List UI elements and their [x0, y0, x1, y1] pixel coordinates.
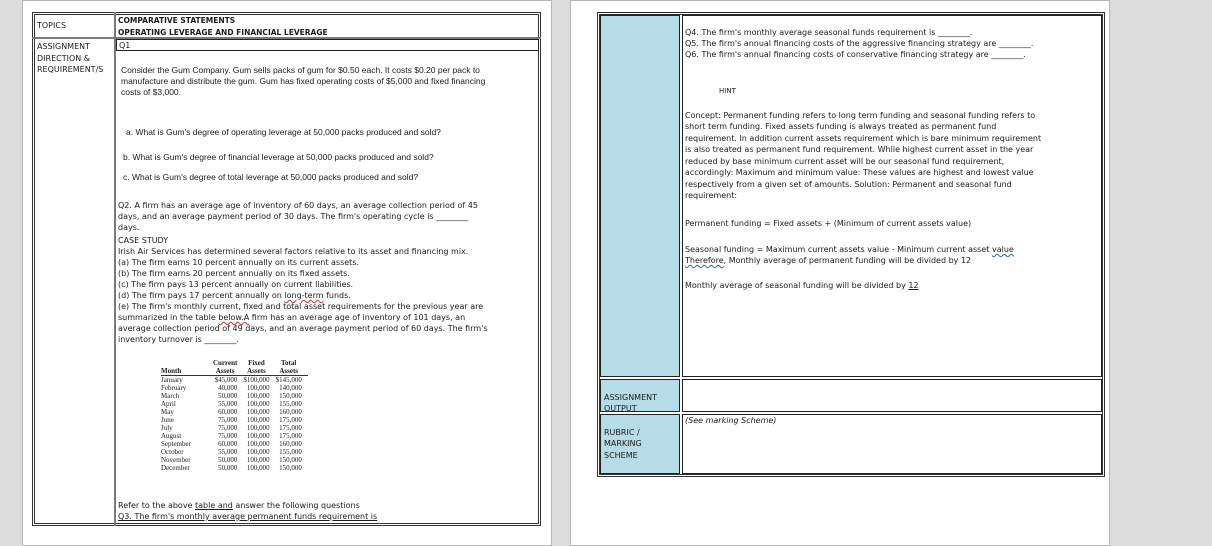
month-cell: February	[161, 384, 187, 392]
month-cell: January	[161, 376, 183, 384]
table-row	[161, 456, 308, 464]
table-row	[161, 464, 308, 472]
header-total-1: Total	[281, 359, 297, 367]
monthly-marked: 12	[908, 281, 919, 290]
table-row	[161, 392, 308, 400]
header-current-2: Assets	[215, 367, 235, 375]
q1-label: Q1	[119, 41, 131, 50]
table-row	[161, 384, 308, 392]
rubric-label-1: RUBRIC /	[604, 428, 640, 437]
seasonal-formula-line-2	[685, 255, 971, 266]
current-assets-cell: 50,000	[218, 464, 238, 472]
table-row	[161, 400, 308, 408]
case-intro: Irish Air Services has determined several factors relative to its asset and financing mix.	[118, 247, 469, 256]
q2-line-3: days.	[118, 223, 140, 232]
total-assets-cell: 155,000	[279, 400, 302, 408]
document-page-2	[570, 0, 1110, 546]
case-item-e-line-2	[118, 312, 465, 323]
topics-label: TOPICS	[37, 21, 67, 30]
concept-line-5: reduced by base minimum current asset will be our seasonal fund requirement,	[685, 157, 1005, 166]
case-e2-marked: below.A	[218, 313, 250, 322]
refer-text: Refer to the above	[118, 501, 196, 510]
q5-question: Q5. The firm's annual financing costs of the aggressive financing strategy are ________.	[685, 39, 1034, 48]
fixed-assets-cell: 100,000	[246, 448, 270, 456]
monthly-average-line	[685, 280, 919, 291]
total-assets-cell: 160,000	[279, 408, 302, 416]
q1-label-cell	[116, 39, 539, 51]
assignment-label-1: ASSIGNMENT	[37, 42, 90, 51]
concept-line-3: requirement. In addition current assets requirement which is bare minimum requirement	[685, 134, 1042, 143]
total-assets-cell: 160,000	[279, 440, 302, 448]
fixed-assets-cell: 100,000	[246, 440, 270, 448]
q1c-question: c. What is Gum's degree of total leverage at 50,000 packs produced and sold?	[123, 172, 419, 182]
total-assets-cell: 150,000	[279, 392, 302, 400]
current-assets-cell: 75,000	[218, 432, 238, 440]
current-assets-cell: 75,000	[218, 416, 238, 424]
asset-requirements-table	[161, 359, 308, 472]
seasonal2-text: , Monthly average of permanent funding will be divided by 12	[723, 256, 972, 265]
concept-line-8: requirement:	[685, 191, 738, 200]
assignment-output-label-2: OUTPUT	[604, 404, 637, 413]
fixed-assets-cell: 100,000	[246, 432, 270, 440]
concept-line-4: is also treated as permanent fund requirement. While highest current asset in the year	[685, 145, 1034, 154]
case-item-e-line-1: (e) The firm's monthly current, fixed and total asset requirements for the previous year are	[118, 302, 484, 311]
document-page-1	[22, 0, 552, 546]
fixed-assets-cell: 100,000	[246, 416, 270, 424]
case-item-d-text: (d) The firm pays 17 percent annually on	[118, 291, 285, 300]
current-assets-cell: 55,000	[218, 448, 238, 456]
q6-question: Q6. The firm's annual financing costs of conservative financing strategy are ________.	[685, 50, 1026, 59]
q1-intro-line-1: Consider the Gum Company. Gum sells packs of gum for $0.50 each. It costs $0.20 per pack to	[121, 65, 480, 75]
table-row	[161, 408, 308, 416]
total-assets-cell: 175,000	[279, 416, 302, 424]
total-assets-cell: 175,000	[279, 432, 302, 440]
case-item-e-line-3: average collection period of 49 days, and an average payment period of 60 days. The firm's	[118, 324, 488, 333]
month-cell: March	[161, 392, 180, 400]
fixed-assets-cell: 100,000	[246, 400, 270, 408]
header-current-1: Current	[212, 359, 238, 367]
concept-line-7: respectively from a given set of amounts. Solution: Permanent and seasonal fund	[685, 180, 1012, 189]
month-cell: July	[161, 424, 173, 432]
case-item-d-marked: long-term	[284, 291, 324, 300]
month-cell: May	[161, 408, 174, 416]
header-month-1	[161, 359, 213, 367]
q1-intro-line-2: manufacture and distribute the gum. Gum has fixed operating costs of $5,000 and fixed financing	[121, 76, 486, 86]
table-row	[161, 416, 308, 424]
seasonal-formula	[685, 244, 1014, 255]
total-assets-cell: 140,000	[279, 384, 302, 392]
blue-cell-top	[600, 15, 680, 377]
fixed-assets-cell: 100,000	[246, 408, 270, 416]
hint-label: HINT	[719, 87, 736, 95]
month-cell: April	[161, 400, 176, 408]
header-month-2: Month	[161, 367, 182, 375]
table-row	[161, 424, 308, 432]
fixed-assets-cell: $100,000	[243, 376, 270, 384]
q1b-question: b. What is Gum's degree of financial leverage at 50,000 packs produced and sold?	[123, 152, 434, 162]
current-assets-cell: 55,000	[218, 400, 238, 408]
table-row	[161, 376, 308, 385]
current-assets-cell: 60,000	[218, 408, 238, 416]
month-cell: October	[161, 448, 184, 456]
q1-intro-line-3: costs of $3,000.	[121, 87, 182, 97]
month-cell: November	[161, 456, 191, 464]
q4-question: Q4. The firm's monthly average seasonal funds requirement is ________.	[685, 28, 973, 37]
monthly-text: Monthly average of seasonal funding will be divided by	[685, 281, 909, 290]
concept-line-2: short term funding. Fixed assets funding is always treated as permanent fund	[685, 122, 997, 131]
q3-question: Q3. The firm's monthly average permanent funds requirement is	[118, 512, 378, 521]
table-header-row-1	[161, 359, 308, 367]
assignment-output-label-1: ASSIGNMENT	[604, 393, 657, 402]
see-marking-scheme: (See marking Scheme)	[685, 416, 777, 425]
case-item-e-line-4: inventory turnover is ________.	[118, 335, 239, 344]
month-cell: August	[161, 432, 182, 440]
table-row	[161, 448, 308, 456]
permanent-formula: Permanent funding = Fixed assets + (Minimum of current assets value)	[685, 219, 972, 228]
seasonal-text: Seasonal funding = Maximum current assets value - Minimum current asset	[685, 245, 992, 254]
seasonal-marked: value	[991, 245, 1014, 254]
table-header-row-2	[161, 367, 308, 376]
table-row	[161, 432, 308, 440]
q2-line-2: days, and an average payment period of 30 days. The firm's operating cycle is ________	[118, 212, 469, 221]
case-item-c: (c) The firm pays 13 percent annually on current liabilities.	[118, 280, 354, 289]
fixed-assets-cell: 100,000	[246, 464, 270, 472]
total-assets-cell: $145,000	[275, 376, 302, 384]
total-assets-cell: 150,000	[279, 464, 302, 472]
current-assets-cell: 50,000	[218, 392, 238, 400]
fixed-assets-cell: 100,000	[246, 424, 270, 432]
current-assets-cell: 40,000	[218, 384, 238, 392]
rubric-label-3: SCHEME	[604, 451, 638, 460]
case-item-d	[118, 290, 351, 301]
case-study-heading: CASE STUDY	[118, 236, 169, 245]
case-e2-text: summarized in the table	[118, 313, 219, 322]
fixed-assets-cell: 100,000	[246, 384, 270, 392]
fixed-assets-cell: 100,000	[246, 392, 270, 400]
total-assets-cell: 155,000	[279, 448, 302, 456]
topic-line-1: COMPARATIVE STATEMENTS	[118, 16, 236, 25]
case-item-b: (b) The firm earns 20 percent annually on its fixed assets.	[118, 269, 350, 278]
q1a-question: a. What is Gum's degree of operating leverage at 50,000 packs produced and sold?	[126, 127, 441, 137]
month-cell: June	[161, 416, 174, 424]
header-total-2: Assets	[279, 367, 299, 375]
refer-end: answer the following questions	[232, 501, 360, 510]
case-item-a: (a) The firm earns 10 percent annually on its current assets.	[118, 258, 360, 267]
content-cell-output	[682, 379, 1102, 412]
assignment-label-3: REQUIREMENT/S	[37, 65, 104, 74]
content-cell-top	[682, 15, 1102, 377]
refer-line	[118, 500, 360, 511]
current-assets-cell: 75,000	[218, 424, 238, 432]
total-assets-cell: 175,000	[279, 424, 302, 432]
refer-marked: table and	[195, 501, 233, 510]
q2-line-1: Q2. A firm has an average age of inventory of 60 days, an average collection period of 45	[118, 201, 478, 210]
assignment-label-2: DIRECTION &	[37, 54, 91, 63]
case-e2-end: firm has an average age of inventory of 101 days, an	[249, 313, 466, 322]
page1-column-divider	[114, 12, 116, 526]
month-cell: December	[161, 464, 190, 472]
case-item-d-end: funds.	[323, 291, 351, 300]
current-assets-cell: 50,000	[218, 456, 238, 464]
current-assets-cell: 60,000	[218, 440, 238, 448]
month-cell: September	[161, 440, 191, 448]
concept-line-6: accordingly: Maximum and minimum value: These values are highest and lowest value	[685, 168, 1034, 177]
header-fixed-1: Fixed	[248, 359, 265, 367]
table-row	[161, 440, 308, 448]
topic-line-2: OPERATING LEVERAGE AND FINANCIAL LEVERAGE	[118, 28, 328, 37]
current-assets-cell: $45,000	[214, 376, 238, 384]
concept-line-1: Concept: Permanent funding refers to long term funding and seasonal funding refers to	[685, 111, 1036, 120]
therefore-marked: Therefore	[685, 256, 724, 265]
header-fixed-2: Assets	[247, 367, 266, 375]
total-assets-cell: 150,000	[279, 456, 302, 464]
rubric-label-2: MARKING	[604, 439, 642, 448]
fixed-assets-cell: 100,000	[246, 456, 270, 464]
